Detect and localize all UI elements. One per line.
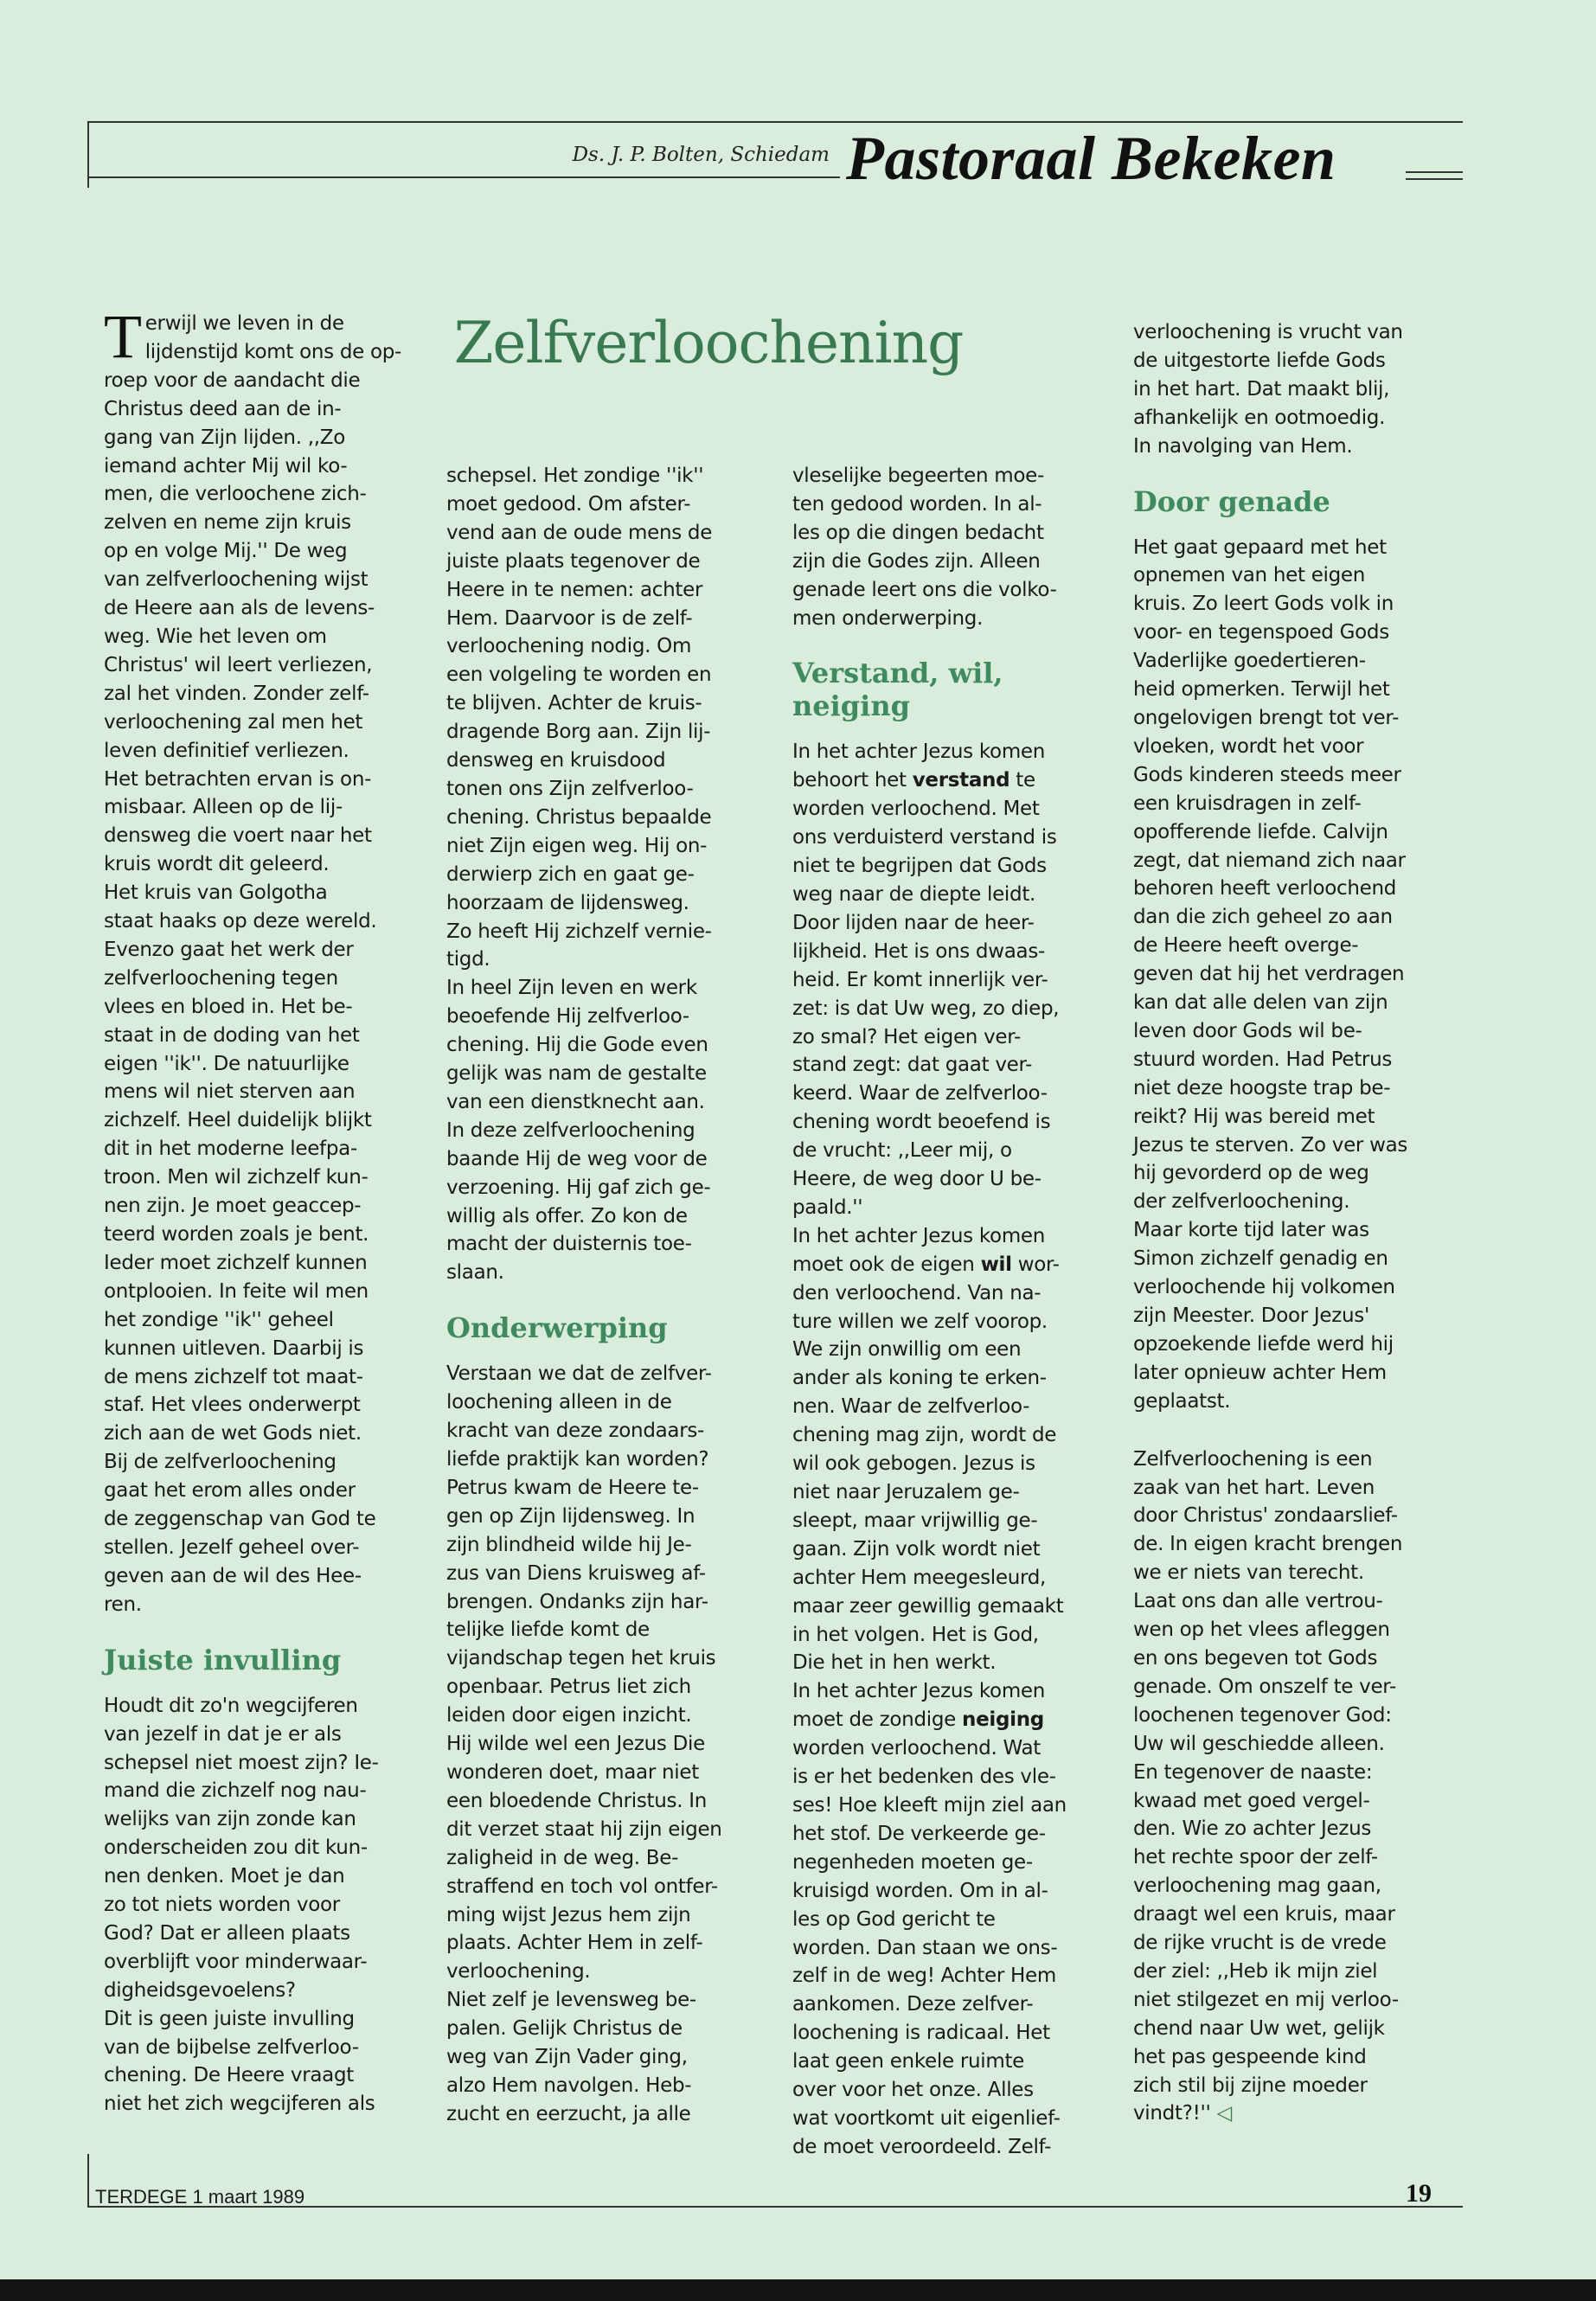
paragraph: vleselijke begeerten moe- ten gedood worden. In al- les op die dingen bedacht zijn die Godes zijn. Alleen genade leert ons die volko- men onderwerping. xyxy=(792,465,1057,630)
paragraph-text: te worden verloochend. Met ons verduisterd verstand is niet te begrijpen dat Gods weg naar de diepte leidt. Door lijden naar de heer- lijkheid. Het is ons dwaas- heid. Er komt innerlijk ver- zet: is dat Uw weg, zo diep, zo smal? Het eigen ver- stand zegt: dat gaat ver- keerd. Waar de zelfverloo- chening wordt beoefend is de vrucht: ,,Leer mij, o Heere, de weg door U be- paald.'' In het achter Jezus komen moet ook de eigen xyxy=(792,769,1060,1276)
paragraph-text: Zelfverloochening is een zaak van het hart. Leven door Christus' zondaarslief- de. In eigen kracht brengen we er niets van terecht. Laat ons dan alle vertrou- wen op het vlees afleggen en ons begeven tot Gods genade. Om onszelf te ver- loochenen tegenover God: Uw wil geschiedde alleen. En tegenover de naaste: kwaad met goed vergel- den. Wie zo achter Jezus het rechte spoor der zelf- verloochening mag gaan, draagt wel een kruis, maar de rijke vrucht is de vrede der ziel: ,,Heb ik mijn ziel niet stilgezet en mij verloo- chend naar Uw wet, gelijk het pas gespeende kind zich stil bij zijne moeder vindt?!'' xyxy=(1133,1447,1403,2125)
emphasis-neiging: neiging xyxy=(962,1708,1044,1732)
paragraph xyxy=(792,738,1104,2161)
emphasis-wil: wil xyxy=(980,1253,1012,1276)
drop-cap: T xyxy=(104,302,142,371)
paragraph: Verstaan we dat de zelfver- loochening alleen in de kracht van deze zondaars- liefde praktijk kan worden? Petrus kwam de Heere te- gen op Zijn lijdensweg. In zijn blindheid wilde hij Je- zus van Diens kruisweg af- brengen. Ondanks zijn har- telijke liefde komt de vijandschap tegen het kruis openbaar. Petrus liet zich leiden door eigen inzicht. Hij wilde wel een Jezus Die wonderen doet, maar niet een bloedende Christus. In dit verzet staat hij zijn eigen zaligheid in de weg. Be- straffend en toch vol ontfer- ming wijst Jezus hem zijn plaats. Achter Hem in zelf- verloochening. Niet zelf je levensweg be- palen. Gelijk Christus de weg van Zijn Vader ging, alzo Hem navolgen. Heb- zucht en eerzucht, ja alle xyxy=(446,1362,722,2125)
text-column-3 xyxy=(792,462,1104,2162)
publication-info: TERDEGE 1 maart 1989 xyxy=(95,2186,305,2208)
article-title: Zelfverloochening xyxy=(453,310,964,376)
subheading-onderwerping: Onderwerping xyxy=(446,1311,668,1345)
subheading-door-genade: Door genade xyxy=(1133,484,1330,518)
text-column-4 xyxy=(1133,318,1453,2128)
page-number: 19 xyxy=(1406,2179,1432,2208)
text-column-1 xyxy=(104,302,415,2118)
emphasis-verstand: verstand xyxy=(912,769,1010,792)
subheading-juiste-invulling: Juiste invulling xyxy=(104,1643,342,1676)
paragraph-text: erwijl we leven in de lijdenstijd komt ons de op- roep voor de aandacht die Christus deed aan de in- gang van Zijn lijden. ,,Zo iemand achter Mij wil ko- men, die verloochene zich- zelven en neme zijn kruis op en volge Mij.'' De weg van zelfverloochening wijst de Heere aan als de levens- weg. Wie het leven om Christus' wil leert verliezen, zal het vinden. Zonder zelf- verloochening zal men het leven definitief verliezen. Het betrachten ervan is on- misbaar. Alleen op de lij- densweg die voert naar het kruis wordt dit geleerd. Het kruis van Golgotha staat haaks op deze wereld. Evenzo gaat het werk der zelfverloochening tegen vlees en bloed in. Het be- staat in de doding van het eigen ''ik''. De natuurlijke mens wil niet sterven aan zichzelf. Heel duidelijk blijkt dit in het moderne leefpa- troon. Men wil zichzelf kun- nen zijn. Je moet geaccep- teerd worden zoals je bent. Ieder moet zichzelf kunnen ontplooien. In feite wil men het zondige ''ik'' geheel kunnen uitleven. Daarbij is de mens zichzelf tot maat- staf. Het vlees onderwerpt zich aan de wet Gods niet. Bij de zelfverloochening gaat het erom alles onder de zeggenschap van God te stellen. Jezelf geheel over- geven aan de wil des Hee- ren. xyxy=(104,312,402,1616)
paragraph-text: worden verloochend. Wat is er het bedenken des vle- ses! Hoe kleeft mijn ziel aan het stof. De verkeerde ge- negenheden moeten ge- kruisigd worden. Om in al- les op God gericht te worden. Dan staan we ons- zelf in de weg! Achter Hem aankomen. Deze zelfver- loochening is radicaal. Het laat geen enkele ruimte over voor het onze. Alles wat voortkomt uit eigenlief- de moet veroordeeld. Zelf- xyxy=(792,1737,1067,2158)
paragraph xyxy=(104,302,415,1619)
paragraph: schepsel. Het zondige ''ik'' moet gedood. Om afster- vend aan de oude mens de juiste plaats tegenover de Heere in te nemen: achter Hem. Daarvoor is de zelf- verloochening nodig. Om een volgeling te worden en te blijven. Achter de kruis- dragende Borg aan. Zijn lij- densweg en kruisdood tonen ons Zijn zelfverloo- chening. Christus bepaalde niet Zijn eigen weg. Hij on- derwierp zich en gaat ge- hoorzaam de lijdensweg. Zo heeft Hij zichzelf vernie- tigd. In heel Zijn leven en werk beoefende Hij zelfverloo- chening. Hij die Gode even gelijk was nam de gestalte van een dienstknecht aan. In deze zelfverloochening baande Hij de weg voor de verzoening. Hij gaf zich ge- willig als offer. Zo kon de macht der duisternis toe- slaan. xyxy=(446,465,713,1285)
text-column-2 xyxy=(446,462,758,2129)
end-mark-icon: ◁ xyxy=(1216,2102,1232,2125)
paragraph: verloochening is vrucht van de uitgestorte liefde Gods in het hart. Dat maakt blij, afhankelijk en ootmoedig. In navolging van Hem. xyxy=(1133,321,1403,458)
paragraph xyxy=(1133,1445,1453,2129)
section-title: Pastoraal Bekeken xyxy=(846,124,1336,193)
subheading-verstand-wil-neiging: Verstand, wil, neiging xyxy=(792,657,1003,723)
paragraph: Houdt dit zo'n wegcijferen van jezelf in dat je er als schepsel niet moest zijn? Ie- mand die zichzelf nog nau- welijks van zijn zonde kan onderscheiden zou dit kun- nen denken. Moet je dan zo tot niets worden voor God? Dat er alleen plaats overblijft voor minderwaar- digheidsgevoelens? Dit is geen juiste invulling van de bijbelse zelfverloo- chening. De Heere vraagt niet het zich wegcijferen als xyxy=(104,1694,379,2116)
header-rule xyxy=(87,176,840,178)
paragraph-text: wor- den verloochend. Van na- ture willen we zelf voorop. We zijn onwillig om een ander als koning te erken- nen. Waar de zelfverloo- chening mag zijn, wordt de wil ook gebogen. Jezus is niet naar Jeruzalem ge- sleept, maar vrijwillig ge- gaan. Zijn volk wordt niet achter Hem meegesleurd, maar zeer gewillig gemaakt in het volgen. Het is God, Die het in hen werkt. In het achter Jezus komen moet de zondige xyxy=(792,1253,1064,1732)
paragraph: Het gaat gepaard met het opnemen van het eigen kruis. Zo leert Gods volk in voor- en tegenspoed Gods Vaderlijke goedertieren- heid opmerken. Terwijl het ongelovigen brengt tot ver- vloeken, wordt het voor Gods kinderen steeds meer een kruisdragen in zelf- opofferende liefde. Calvijn zegt, dat niemand zich naar behoren heeft verloochend dan die zich geheel zo aan de Heere heeft overge- geven dat hij het verdragen kan dat alle delen van zijn leven door Gods wil be- stuurd worden. Had Petrus niet deze hoogste trap be- reikt? Hij was bereid met Jezus te sterven. Zo ver was hij gevorderd op de weg der zelfverloochening. Maar korte tijd later was Simon zichzelf genadig en verloochende hij volkomen zijn Meester. Door Jezus' opzoekende liefde werd hij later opnieuw achter Hem geplaatst. xyxy=(1133,535,1408,1413)
paragraph-text: In het achter Jezus komen behoort het xyxy=(792,740,1046,792)
author-byline: Ds. J. P. Bolten, Schiedam xyxy=(572,144,830,166)
header-rule-right xyxy=(1406,171,1463,180)
